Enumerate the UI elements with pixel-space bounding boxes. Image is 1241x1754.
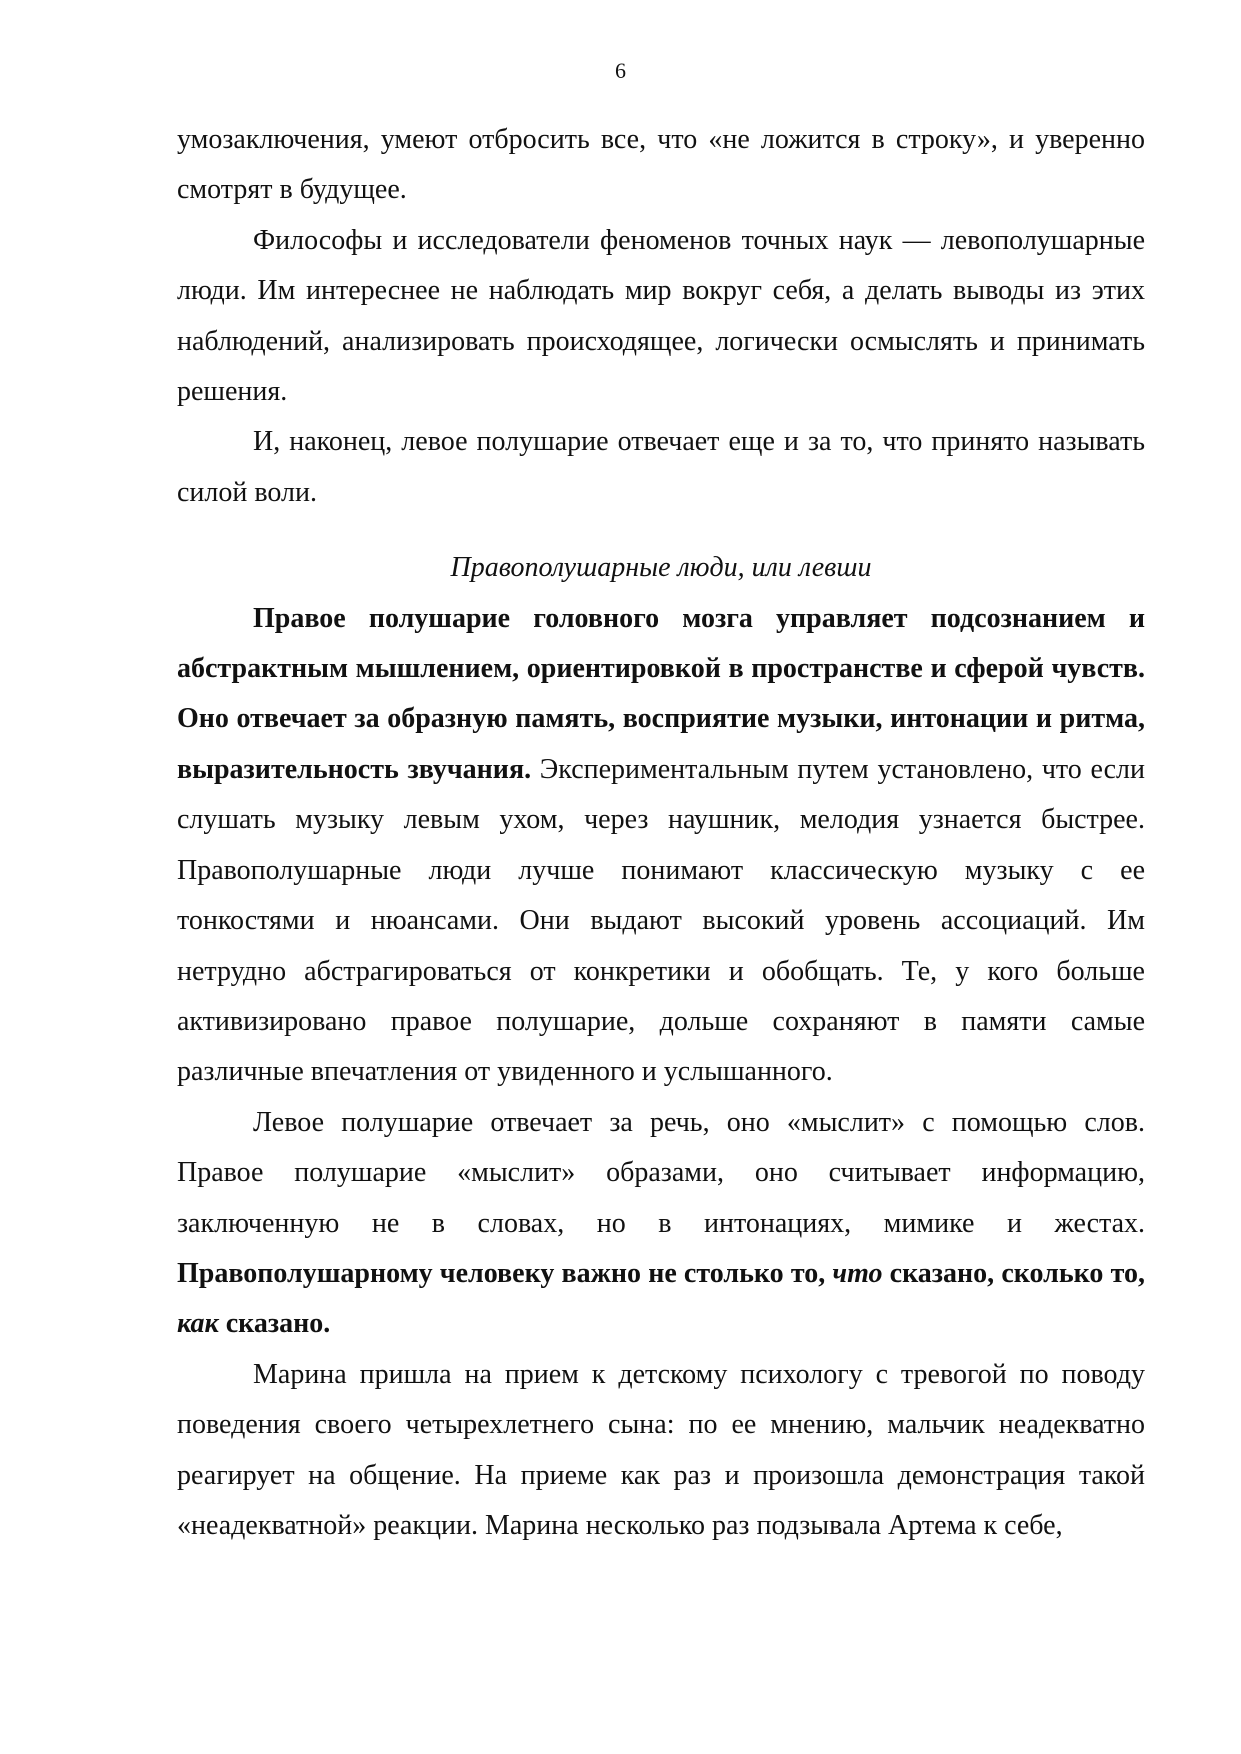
paragraph-right-hemisphere-bold: Правое полушарие головного мозга управляет подсознанием и абстрактным мышлением, ориентировкой в пространстве и сферой чувств. Оно отвечает за образную память, восприятие музыки, интонации и ритма, выразительность звучания. [177, 602, 1145, 785]
paragraph-right-hemisphere-rest: Экспериментальным путем установлено, что если слушать музыку левым ухом, через наушник, мелодия узнается быстрее. Правополушарные люди лучше понимают классическую музыку с ее тонкостями и нюансами. Они выдают высокий уровень ассоциаций. Им нетрудно абстрагироваться от конкретики и обобщать. Те, у кого больше активизировано правое полушарие, дольше сохраняют в памяти самые различные впечатления от увиденного и услышанного. [177, 753, 1145, 1088]
document-body [177, 115, 1145, 1551]
paragraph-speech [177, 1098, 1145, 1350]
paragraph-speech-plain: Левое полушарие отвечает за речь, оно «мыслит» с помощью слов. Правое полушарие «мыслит» образами, оно считывает информацию, заключенную не в словах, но в интонациях, мимике и жестах. [177, 1106, 1145, 1239]
paragraph-speech-italic-what: что [832, 1257, 883, 1289]
page-number: 6 [615, 58, 626, 83]
paragraph-right-hemisphere [177, 594, 1145, 1098]
paragraph-speech-bold-2: сказано, сколько то, [882, 1257, 1145, 1289]
paragraph-willpower: И, наконец, левое полушарие отвечает еще и за то, что принято называть силой воли. [177, 426, 1145, 508]
paragraph-speech-italic-how: как [177, 1308, 219, 1340]
paragraph-speech-bold-1: Правополушарному человеку важно не столько то, [177, 1257, 833, 1289]
paragraph-speech-bold-3: сказано. [218, 1308, 331, 1340]
section-heading: Правополушарные люди, или левши [450, 552, 872, 584]
paragraph-continuation: умозаключения, умеют отбросить все, что «не ложится в строку», и уверенно смотрят в будущее. [177, 124, 1145, 206]
paragraph-marina: Марина пришла на прием к детскому психологу с тревогой по поводу поведения своего четырехлетнего сына: по ее мнению, мальчик неадекватно реагирует на общение. На приеме как раз и произошла демонстрация такой «неадекватной» реакции. Марина несколько раз подзывала Артема к себе, [177, 1358, 1145, 1541]
paragraph-philosophers: Философы и исследователи феноменов точных наук — левополушарные люди. Им интереснее не наблюдать мир вокруг себя, а делать выводы из этих наблюдений, анализировать происходящее, логически осмыслять и принимать решения. [177, 224, 1145, 408]
